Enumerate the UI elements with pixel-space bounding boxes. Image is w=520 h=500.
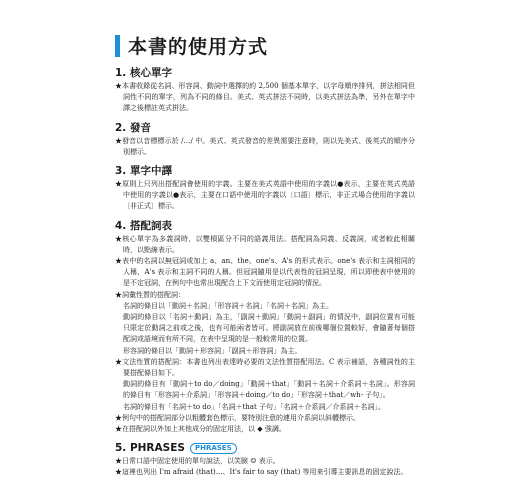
section-heading: 1. 核心單字: [115, 67, 172, 79]
indented-paragraph: 動詞的條目有「動詞＋to do／doing」「動詞＋that」「動詞＋名詞＋介系詞＋名詞」。形容詞的條目有「形容詞＋介系詞」「形容詞＋doing／to do」「形容詞＋that／wh- 子句」。: [123, 380, 415, 400]
page-content: [115, 66, 415, 485]
bullet-paragraph: ★本書收錄從名詞、形容詞、動詞中選擇的約 2,500 個基本單字，以字母順序排列，拼法相同但詞性不同的單字，列為不同的條目。美式、英式拼法不同時，以美式拼法為準，另外在單字中譯之後標註英式拼法。: [115, 82, 415, 113]
section-collocation-table: [115, 219, 415, 436]
bullet-paragraph: ★發音以音標標示於 /…/ 中。美式、英式發音的差異需要注意時，則以先美式、後英式的順序分別標示。: [115, 136, 415, 156]
section-core-words: [115, 66, 415, 115]
title-accent-bar: [115, 35, 120, 57]
section-heading: 2. 發音: [115, 121, 151, 134]
indented-paragraph: 名詞的條目有「名詞＋to do」「名詞＋that 子句」「名詞＋介系詞／介系詞＋名詞」。: [123, 402, 385, 411]
section-heading-text: 5. PHRASES: [115, 442, 185, 455]
indented-paragraph: 動詞的條目以「名詞＋動詞」為主，「副詞＋動詞」「動詞＋副詞」的情況中，副詞位置有可能只限定於動詞之前或之後，也有可能兩者皆可。將副詞放在前後哪個位置較好，會隨著每個搭配詞或語境而有所不同，在表中呈現的是一般較常用的位置。: [123, 313, 416, 344]
bullet-paragraph: ★核心單字為多義詞時，以雙槓區分不同的語義用法。搭配詞為同義、反義詞，或者較此相關時，以點線表示。: [115, 234, 416, 254]
bullet-paragraph: ★文法性質的搭配詞：本書也列出表達時必要的文法性質搭配用法。C 表示補語，各種詞性的主要搭配條目如下。: [115, 357, 415, 378]
section-heading: 3. 單字中譯: [115, 165, 172, 178]
bullet-paragraph: ★原則上只列出搭配詞會使用的字義。主要在美式英語中使用的字義以●表示，主要在英式英語中使用的字義以●表示，主要在口語中使用的字義以〔口語〕標示，非正式場合使用的字義以〔非正式〕標示。: [115, 180, 416, 211]
bullet-paragraph: ★表中的名詞以無冠詞或加上 a、an、the、one's、A's 的形式表示。one's 表示和主詞相同的人稱，A's 表示和主詞不同的人稱。但冠詞隨用是以代表性的冠詞呈現，所以即使表中使用的是不定冠詞，在例句中也常出現配合上下文而使用定冠詞的情況。: [115, 257, 416, 288]
bullet-paragraph: ★這裡也列出 I'm afraid (that)...、It's fair to say (that) 等用來引導主要訊息的固定說法。: [115, 468, 408, 477]
bullet-paragraph: ★日常口語中固定使用的單句說法，以笑臉 ☺ 表示。: [115, 457, 280, 466]
bullet-paragraph: ★在搭配詞以外加上其他成分的固定用法，以 ◆ 強調。: [115, 425, 286, 434]
bullet-paragraph: ★詞彙性質的搭配詞：: [115, 290, 185, 299]
page-title-block: [115, 32, 268, 59]
section-heading: [115, 441, 415, 455]
indented-paragraph: 名詞的條目以「動詞＋名詞」「形容詞＋名詞」「名詞＋名詞」為主。: [123, 301, 333, 310]
section-phrases: [115, 441, 415, 478]
phrases-tag: PHRASES: [190, 443, 237, 454]
bullet-paragraph: ★例句中的搭配詞部分以粗體套色標示，要特別注意的連用介系詞以斜體標示。: [115, 413, 360, 422]
page-title: 本書的使用方式: [128, 36, 269, 58]
section-translation: [115, 164, 415, 213]
indented-paragraph: 形容詞的條目以「動詞＋形容詞」「副詞＋形容詞」為主。: [123, 346, 302, 355]
section-pronunciation: [115, 121, 415, 158]
section-heading: 4. 搭配詞表: [115, 219, 172, 232]
